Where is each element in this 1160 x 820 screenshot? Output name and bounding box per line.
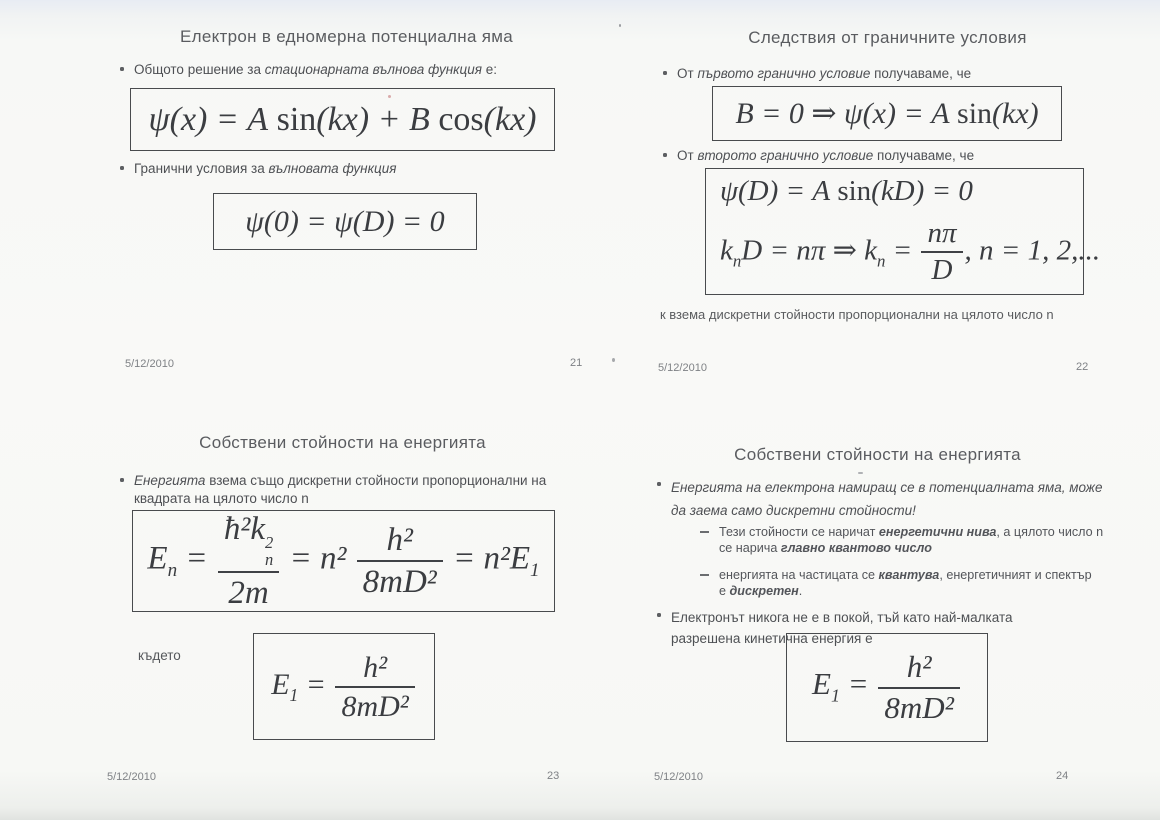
slide-22 xyxy=(615,10,1160,400)
formula-box-energy-levels xyxy=(132,510,555,612)
math-segment: (kx) + B xyxy=(316,100,439,138)
math-segment: = xyxy=(839,666,877,702)
bullet-dot-icon xyxy=(120,166,124,170)
fraction xyxy=(335,651,414,723)
formula-e-1 xyxy=(812,650,962,724)
text-segment-bold-italic: енергетични нива xyxy=(878,525,997,539)
fraction xyxy=(921,218,962,288)
subscript: 1 xyxy=(289,684,299,705)
superscript: 2 xyxy=(264,533,274,553)
cos-function: cos xyxy=(438,100,484,138)
slide-21 xyxy=(40,10,585,400)
scan-artifact xyxy=(858,472,863,474)
fraction-numerator: h² xyxy=(386,521,413,558)
scan-artifact xyxy=(619,24,621,27)
dash-marker-icon xyxy=(700,574,709,576)
formula-box-e1 xyxy=(253,633,435,740)
text-segment-bold-italic: квантува xyxy=(878,568,940,582)
slide-number: 23 xyxy=(547,770,560,782)
slide-title: Следствия от граничните условия xyxy=(748,28,1027,47)
bullet-item xyxy=(663,147,1123,165)
formula-e-n xyxy=(147,511,539,611)
formula-wave-general xyxy=(149,101,537,138)
text-segment-italic: Енергията xyxy=(134,473,206,488)
fraction-denominator: D xyxy=(921,251,962,287)
math-segment: E xyxy=(147,540,168,577)
math-segment: E xyxy=(812,666,831,702)
slide-23 xyxy=(40,420,585,810)
fraction-numerator: h² xyxy=(906,649,932,685)
text-segment-bold-italic: дискретен xyxy=(729,584,799,598)
math-segment: k xyxy=(720,234,733,267)
sin-function: sin xyxy=(957,97,993,130)
math-segment: ψ(D) = A xyxy=(720,174,838,207)
subscript: n xyxy=(877,250,886,270)
bullet-text xyxy=(134,472,562,508)
text-segment: Тези стойности се наричат xyxy=(719,525,879,539)
bullet-text xyxy=(134,61,497,79)
text-segment: взема също дискретни стойности пропорционални на квадрата на цялото число n xyxy=(134,473,547,506)
formula-e-1 xyxy=(271,651,417,723)
bullet-text xyxy=(677,147,974,165)
fraction xyxy=(357,522,443,601)
bullet-dot-icon xyxy=(663,71,667,75)
math-segment: = n²E xyxy=(444,540,531,577)
text-segment: енергията на частицата се xyxy=(719,568,879,582)
sub-bullet-text xyxy=(719,567,1100,599)
sub-bullet-item xyxy=(700,567,1100,599)
scan-artifact xyxy=(388,95,391,98)
text-segment: . xyxy=(798,584,803,598)
math-segment: B = 0 ⇒ ψ(x) = A xyxy=(735,97,958,130)
text-segment-italic: второто гранично условие xyxy=(697,148,874,163)
text-segment: , енергетичният и спектър е xyxy=(719,568,1092,598)
fraction-numerator: h² xyxy=(363,650,388,684)
subscript: n xyxy=(167,560,178,582)
fraction-numerator xyxy=(218,511,279,571)
where-label: където xyxy=(138,648,181,663)
slide-date: 5/12/2010 xyxy=(654,771,703,783)
fraction-denominator: 8mD² xyxy=(335,686,414,723)
subscript: 1 xyxy=(830,685,840,706)
formula-b-zero xyxy=(735,97,1038,130)
math-segment: = xyxy=(885,234,920,267)
bullet-item xyxy=(120,61,560,79)
sub-bullet-item xyxy=(700,524,1115,556)
formula-box-e1 xyxy=(786,633,988,742)
math-segment: D = nπ ⇒ k xyxy=(741,234,877,267)
bullet-dot-icon xyxy=(120,67,124,71)
bullet-item xyxy=(657,476,1112,522)
formula-psi-d xyxy=(720,176,973,208)
fraction xyxy=(878,650,960,724)
bullet-item xyxy=(663,65,1123,83)
formula-box-boundary xyxy=(213,193,477,250)
text-segment: Общото решение за xyxy=(134,62,265,77)
math-segment: = n² xyxy=(281,540,355,577)
formula-box-wave-general xyxy=(130,88,555,151)
subscript: n xyxy=(732,250,742,270)
slide-title: Електрон в едномерна потенциална яма xyxy=(180,27,513,46)
slide-date: 5/12/2010 xyxy=(125,358,174,370)
slide-number: 22 xyxy=(1076,361,1089,373)
bullet-text xyxy=(134,160,396,178)
math-segment: (kD) = 0 xyxy=(871,174,973,207)
subscript: 1 xyxy=(530,560,540,582)
text-segment: Гранични условия за xyxy=(134,161,269,176)
fraction xyxy=(218,511,279,611)
math-segment: ψ(x) = A xyxy=(148,100,277,138)
text-segment: е: xyxy=(481,62,497,77)
sub-sup-stack xyxy=(265,534,273,569)
bullet-text xyxy=(677,65,971,83)
math-segment: ħ²k xyxy=(223,511,265,547)
math-segment: = xyxy=(177,540,216,577)
formula-box-b-zero xyxy=(712,86,1062,141)
math-segment: (kx) xyxy=(992,97,1039,130)
text-segment: получаваме, че xyxy=(873,148,975,163)
text-segment: , а цялото число n се нарича xyxy=(719,525,1104,555)
fraction-numerator: nπ xyxy=(927,216,957,249)
math-segment: , n = 1, 2,... xyxy=(964,234,1101,267)
note-text: к взема дискретни стойности пропорционални на цялото число n xyxy=(660,307,1054,322)
math-segment: (kx) xyxy=(483,100,537,138)
text-segment: Електронът никога не е в покой, тъй като най-малката разрешена кинетична енергия е xyxy=(671,610,1013,646)
slide-title: Собствени стойности на енергията xyxy=(734,445,1021,464)
text-segment: От xyxy=(677,148,698,163)
formula-box-quantized-k xyxy=(705,168,1101,295)
bullet-dot-icon xyxy=(663,153,667,157)
bullet-dot-icon xyxy=(120,478,124,482)
dash-marker-icon xyxy=(700,531,709,533)
fraction-denominator: 8mD² xyxy=(357,560,443,600)
formula-k-n xyxy=(720,218,1100,288)
fraction-denominator: 2m xyxy=(218,571,279,611)
slide-date: 5/12/2010 xyxy=(658,362,707,374)
bullet-item xyxy=(120,472,562,508)
sin-function: sin xyxy=(276,100,317,138)
text-segment: От xyxy=(677,66,698,81)
slide-number: 24 xyxy=(1056,770,1069,782)
text-segment-italic: Енергията на електрона намиращ се в потенциалната яма, може да заема само дискретни стойности! xyxy=(671,480,1103,518)
bullet-item xyxy=(120,160,560,178)
slide-date: 5/12/2010 xyxy=(107,771,156,783)
bullet-dot-icon xyxy=(657,482,661,486)
formula-boundary: ψ(0) = ψ(D) = 0 xyxy=(245,205,445,238)
math-segment: E xyxy=(271,667,290,701)
text-segment-italic: първото гранично условие xyxy=(697,66,871,81)
text-segment-bold-italic: главно квантово число xyxy=(780,541,932,555)
sin-function: sin xyxy=(837,174,872,207)
sub-bullet-text xyxy=(719,524,1115,556)
bullet-dot-icon xyxy=(657,613,661,617)
math-segment: = xyxy=(298,667,334,701)
fraction-denominator: 8mD² xyxy=(878,687,960,725)
bullet-text xyxy=(671,476,1112,522)
slide-title: Собствени стойности на енергията xyxy=(199,433,486,452)
slide-number: 21 xyxy=(570,357,583,369)
scan-artifact xyxy=(612,358,615,362)
slide-24 xyxy=(615,425,1160,815)
text-segment: получаваме, че xyxy=(870,66,972,81)
subscript: n xyxy=(264,550,274,570)
text-segment-italic: вълновата функция xyxy=(268,161,397,176)
text-segment-italic: стационарната вълнова функция xyxy=(264,62,482,77)
